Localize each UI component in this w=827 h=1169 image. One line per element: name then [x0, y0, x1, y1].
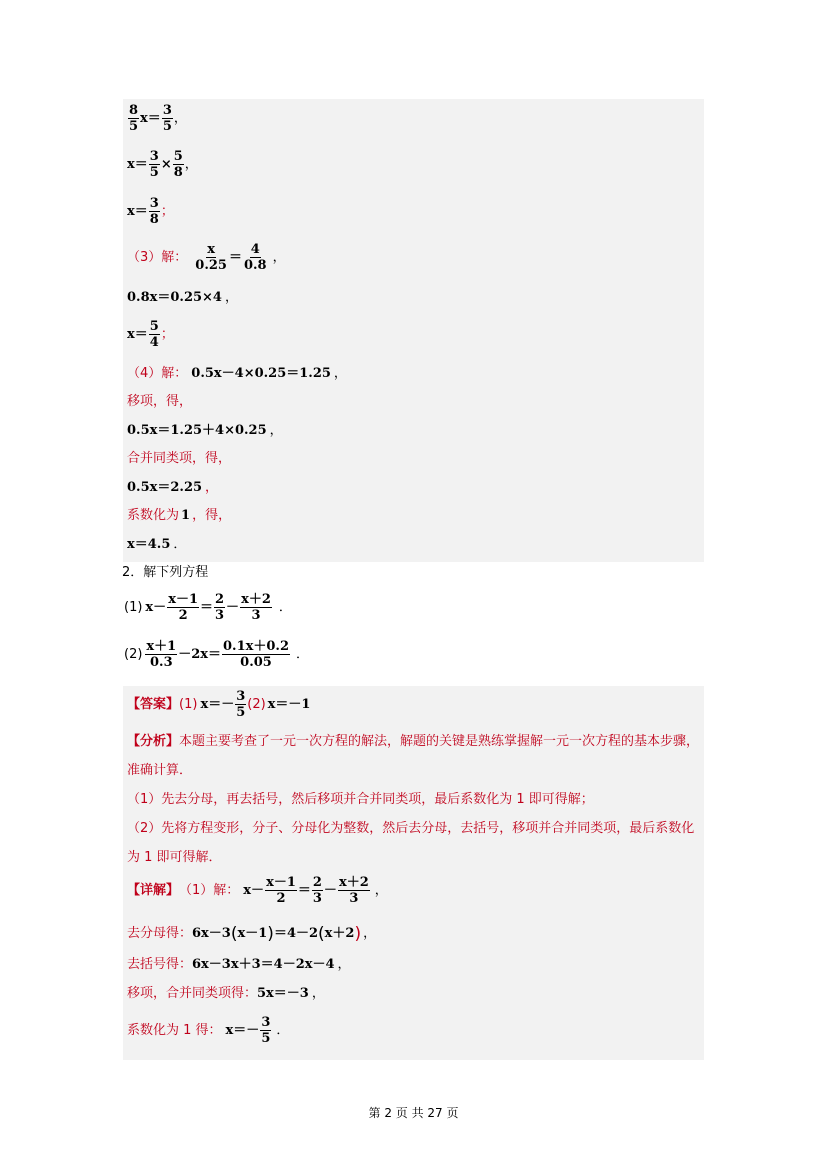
detail-step-3: 移项，合并同类项得： 5x＝－3 ，: [127, 986, 325, 1001]
fraction: $\frac{5}{4}$: [149, 319, 159, 350]
answer-line: 【答案】 (1) x＝－ $\frac{3}{5}$ (2) x＝－1: [127, 689, 311, 720]
equation-line: 0.5x＝2.25 ，: [127, 480, 219, 495]
fraction: $\frac{x+1}{0.3}$: [146, 639, 177, 670]
equation-line: 0.5x＝1.25＋4×0.25 ，: [127, 423, 283, 438]
equation-line: x＝ $\frac{3}{5}$ × $\frac{5}{8}$ ，: [127, 149, 198, 180]
analysis-step-1: （1）先去分母，再去括号，然后移项并合并同类项，最后系数化为 1 即可得解；: [127, 792, 594, 807]
solution-part-3: （3）解： $\frac{x}{0.25}$ ＝ $\frac{4}{0.8}$ ，: [127, 242, 286, 273]
detail-step-2: 去括号得： 6x－3x＋3＝4－2x－4 ，: [127, 957, 351, 972]
fraction: $\frac{x+2}{3}$: [241, 592, 271, 623]
fraction: $\frac{3}{5}$: [149, 149, 159, 180]
detail-step-4: 系数化为 1 得： x＝－ $\frac{3}{5}$ ．: [127, 1015, 290, 1046]
fraction: $\frac{x-1}{2}$: [266, 875, 296, 906]
fraction: $\frac{2}{3}$: [312, 875, 322, 906]
equation-line: x＝ $\frac{5}{4}$ ；: [127, 319, 174, 350]
page-footer: 第 2 页 共 27 页: [368, 1106, 459, 1120]
fraction: $\frac{3}{5}$: [162, 103, 172, 134]
fraction: $\frac{2}{3}$: [215, 592, 225, 623]
fraction: $\frac{8}{5}$: [129, 103, 139, 134]
equation-line: x＝ $\frac{3}{8}$ ；: [127, 196, 174, 227]
fraction: $\frac{x+2}{3}$: [338, 875, 369, 906]
fraction: $\frac{4}{0.8}$: [243, 242, 267, 273]
question-title: 2．解下列方程: [122, 565, 209, 580]
question-1: (1) x－ $\frac{x-1}{2}$ ＝ $\frac{2}{3}$ － $\frac{x+2}{3}$ ．: [124, 592, 292, 623]
step-text: 合并同类项，得，: [127, 451, 232, 466]
fraction: $\frac{3}{8}$: [149, 196, 159, 227]
fraction: $\frac{x-1}{2}$: [168, 592, 198, 623]
analysis-tag: 【分析】: [127, 734, 180, 749]
question-2: (2) $\frac{x+1}{0.3}$ －2x＝ $\frac{0.1x+0.2}{0.05}$ ．: [124, 639, 310, 670]
solution-part-4: （4）解： 0.5x－4×0.25＝1.25 ，: [127, 366, 347, 381]
analysis-paragraph: 【分析】本题主要考查了一元一次方程的解法，解题的关键是熟练掌握解一元一次方程的基本步骤，准确计算．: [127, 734, 700, 778]
fraction: $\frac{3}{5}$: [236, 689, 246, 720]
analysis-step-2: （2）先将方程变形，分子、分母化为整数，然后去分母，去括号，移项并合并同类项，最后系数化为 1 即可得解．: [127, 821, 695, 865]
detail-tag: 【详解】: [127, 882, 180, 898]
detail-step-1: 去分母得： 6x－3 ( x－1 ) ＝4－2 ( x＋2 ) ，: [127, 924, 377, 944]
fraction: $\frac{5}{8}$: [173, 149, 183, 180]
answer-tag: 【答案】: [127, 696, 180, 712]
fraction: $\frac{3}{5}$: [261, 1015, 271, 1046]
fraction: $\frac{x}{0.25}$: [195, 242, 227, 273]
fraction: $\frac{0.1x+0.2}{0.05}$: [223, 639, 289, 670]
equation-line: $\frac{8}{5}$ x＝ $\frac{3}{5}$ ，: [129, 103, 187, 134]
equation-line: x＝4.5 ．: [127, 537, 187, 552]
detail-line: 【详解】 （1）解： x－ $\frac{x-1}{2}$ ＝ $\frac{2}{3}$ － $\frac{x+2}{3}$ ，: [127, 875, 388, 906]
step-text: 系数化为 1 ，得，: [127, 508, 232, 523]
equation-line: 0.8x＝0.25×4 ，: [127, 290, 238, 305]
step-text: 移项，得，: [127, 394, 193, 409]
